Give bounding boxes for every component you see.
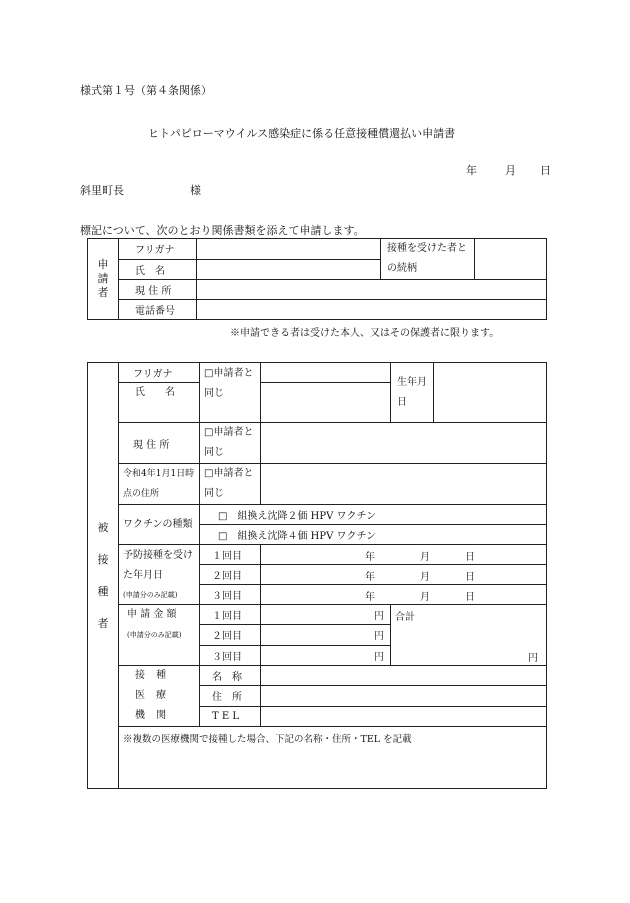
applicant-furigana-label: フリガナ (119, 239, 197, 260)
recipient-address-field[interactable] (261, 423, 547, 464)
honorific: 様 (190, 184, 201, 197)
relation-field[interactable] (475, 239, 547, 280)
address-same-checkbox[interactable]: □申請者と同じ (200, 423, 261, 464)
inst-address-field[interactable] (261, 686, 547, 706)
applicant-furigana-field[interactable] (197, 239, 381, 260)
inst-tel-field[interactable] (261, 706, 547, 726)
inst-name-field[interactable] (261, 666, 547, 686)
applicant-name-field[interactable] (197, 259, 381, 280)
intro-text: 標記について、次のとおり関係書類を添えて申請します。 (80, 224, 365, 237)
claim-dose-2: ２回目 (200, 625, 261, 645)
claim-dose-3: ３回目 (200, 645, 261, 665)
recipient-furigana-field[interactable] (261, 363, 391, 383)
claim-amount-1-field[interactable]: 円 (261, 605, 391, 625)
recipient-address-label: 現 住 所 (119, 423, 200, 464)
vaccination-date-3-field[interactable]: 年 月 日 (261, 585, 547, 605)
applicant-note: ※申請できる者は受けた本人、又はその保護者に限ります。 (230, 328, 500, 339)
recipient-furigana-label: フリガナ (119, 363, 200, 383)
applicant-address-label: 現 住 所 (119, 280, 197, 300)
multi-institution-note[interactable]: ※複数の医療機関で接種した場合、下記の名称・住所・TEL を記載 (119, 727, 547, 789)
claim-dose-1: １回目 (200, 605, 261, 625)
applicant-address-field[interactable] (197, 280, 547, 300)
r4-address-label: 令和4年1月1日時点の住所 (119, 464, 200, 505)
claim-amount-2-field[interactable]: 円 (261, 625, 391, 645)
claim-total-field[interactable] (391, 605, 547, 666)
applicant-table (87, 238, 547, 320)
date-day-label: 日 (540, 164, 551, 177)
inst-tel-label: T E L (200, 706, 261, 726)
addressee: 斜里町長 (80, 184, 124, 197)
applicant-name-label: 氏 名 (119, 259, 197, 280)
birth-date-label: 生年月日 (391, 363, 434, 423)
r4-address-field[interactable] (261, 464, 547, 505)
vaccination-date-label: 予防接種を受けた年月日 (申請分のみ記載) (119, 545, 200, 605)
applicant-phone-label: 電話番号 (119, 300, 197, 320)
recipient-name-label: 氏 名 (119, 383, 200, 423)
form-number: 様式第１号（第４条関係） (80, 84, 212, 97)
vaccine-option-bivalent[interactable]: □ 組換え沈降２価 HPV ワクチン (200, 505, 547, 525)
vaccine-option-quadrivalent[interactable]: □ 組換え沈降４価 HPV ワクチン (200, 525, 547, 545)
claim-total-label: 合計 (395, 612, 415, 623)
vaccination-date-2-field[interactable]: 年 月 日 (261, 565, 547, 585)
date-month-label: 月 (505, 164, 516, 177)
name-same-checkbox[interactable]: □申請者と同じ (200, 363, 261, 423)
claim-amount-label: 申 請 金 額 (申請分のみ記載) (119, 605, 200, 666)
vaccine-type-label: ワクチンの種類 (119, 505, 200, 545)
birth-date-field[interactable] (434, 363, 547, 423)
claim-total-yen: 円 (528, 653, 538, 664)
vaccination-dose-2: ２回目 (200, 565, 261, 585)
applicant-section-label: 申請者 (88, 239, 119, 320)
vaccination-dose-3: ３回目 (200, 585, 261, 605)
claim-amount-3-field[interactable]: 円 (261, 645, 391, 665)
inst-name-label: 名 称 (200, 666, 261, 686)
form-title: ヒトパピローマウイルス感染症に係る任意接種償還払い申請書 (148, 127, 456, 140)
relation-label: 接種を受けた者との続柄 (381, 239, 475, 280)
r4-same-checkbox[interactable]: □申請者と同じ (200, 464, 261, 505)
recipient-table (87, 362, 547, 789)
applicant-phone-field[interactable] (197, 300, 547, 320)
date-year-label: 年 (466, 164, 477, 177)
recipient-name-field[interactable] (261, 383, 391, 423)
institution-label: 接 種 医 療 機 関 (119, 666, 200, 727)
vaccination-dose-1: １回目 (200, 545, 261, 565)
inst-address-label: 住 所 (200, 686, 261, 706)
vaccination-date-1-field[interactable]: 年 月 日 (261, 545, 547, 565)
recipient-section-label: 被接種者 (88, 363, 119, 789)
